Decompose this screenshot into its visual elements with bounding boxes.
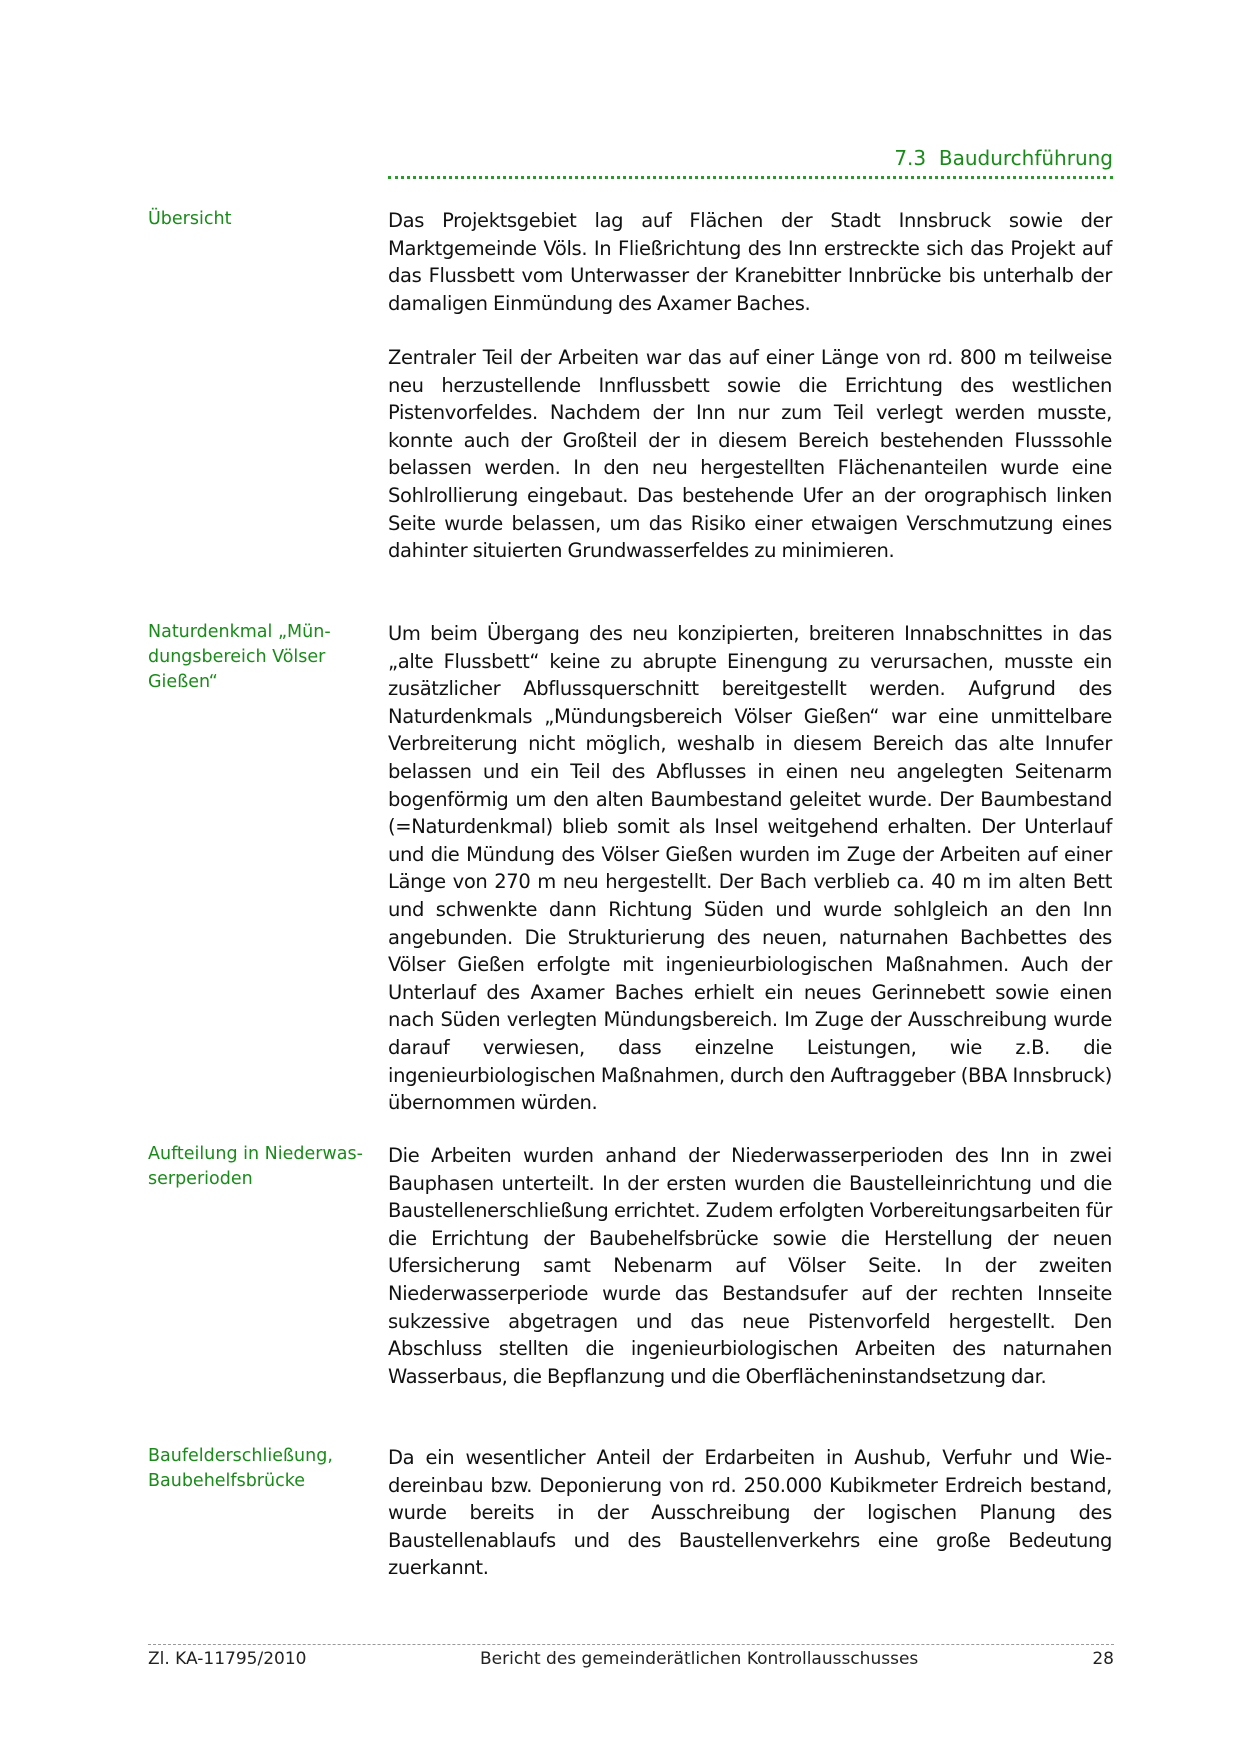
margin-label-aufteilung: Aufteilung in Niederwasserperioden xyxy=(148,1144,363,1189)
page-footer xyxy=(148,1644,1114,1673)
paragraph-naturdenkmal: Um beim Übergang des neu konzipierten, breiteren Innabschnittes in das „alte Flussbett“ keine zu abrupte Einengung zu verursachen, musste ein zusätzlicher Abflussquerschnitt bereitgestellt werden. Aufgrund des Naturdenkmals „Mündungsbereich Völser Gießen“ war eine unmittelbare Verbreiterung nicht möglich, weshalb in diesem Bereich das alte Innufer belassen und ein Teil des Abflusses in einen neu angelegten Seitenarm bogenförmig um den alten Baumbestand geleitet wurde. Der Baumbestand (=Naturdenkmal) blieb somit als Insel weitgehend erhalten. Der Unterlauf und die Mündung des Völser Gießen wurden im Zuge der Arbeiten auf einer Länge von 270 m neu hergestellt. Der Bach verblieb ca. 40 m im alten Bett und schwenkte dann Richtung Süden und wurde sohlgleich an den Inn angebunden. Die Strukturierung des neuen, naturnahen Bachbettes des Völser Gießen erfolgte mit ingenieurbiologischen Maßnahmen. Auch der Unterlauf des Axamer Baches erhielt ein neues Gerinnebett sowie einen nach Süden verlegten Mündungsbereich. Im Zuge der Ausschreibung wurde darauf verwiesen, dass einzelne Leistungen, wie z.B. die ingenieurbiologischen Maßnahmen, durch den Auftraggeber (BBA Innsbruck) übernommen würden. xyxy=(388,622,1112,1115)
header-dotted-rule xyxy=(388,176,1113,179)
margin-label-naturdenkmal: Naturdenkmal „Mündungsbereich Völser Gießen“ xyxy=(148,622,331,692)
footer-report-title: Bericht des gemeinderätlichen Kontrollausschusses xyxy=(480,1649,919,1669)
footer-dashed-rule xyxy=(148,1644,1114,1645)
section-heading: 7.3 Baudurchführung xyxy=(894,146,1113,170)
paragraph-aufteilung: Die Arbeiten wurden anhand der Niederwasserperioden des Inn in zwei Bauphasen unterteilt. In der ersten wurden die Baustelleinrichtung und die Baustellenerschließung errichtet. Zudem erfolgten Vorbereitungsarbeiten für die Errichtung der Baubehelfsbrücke sowie die Herstellung der neuen Ufersicherung samt Nebenarm auf Völser Seite. In der zweiten Niederwasserperiode wurde das Bestandsufer auf der rechten Innseite sukzessive abgetragen und das neue Pistenvorfeld hergestellt. Den Abschluss stellten die ingenieurbiologischen Arbeiten des naturnahen Wasserbaus, die Bepflanzung und die Oberflächeninstandsetzung dar. xyxy=(388,1144,1112,1388)
footer-reference: Zl. KA-11795/2010 xyxy=(148,1649,307,1669)
paragraph-baufelderschliessung: Da ein wesentlicher Anteil der Erdarbeiten in Aushub, Verfuhr und Wiedereinbau bzw. Deponierung von rd. 250.000 Kubikmeter Erdreich bestand, wurde bereits in der Ausschreibung der logischen Planung des Baustellenablaufs und des Baustellenverkehrs eine große Bedeutung zuerkannt. xyxy=(388,1446,1112,1580)
paragraph-uebersicht-2: Zentraler Teil der Arbeiten war das auf einer Länge von rd. 800 m teilweise neu herzustellende Innflussbett sowie die Errichtung des westlichen Pistenvorfeldes. Nachdem der Inn nur zum Teil verlegt werden musste, konnte auch der Großteil der in diesem Bereich bestehenden Flusssohle belassen werden. In den neu hergestellten Flächenanteilen wurde eine Sohlrollierung eingebaut. Das bestehende Ufer an der orographisch linken Seite wurde belassen, um das Risiko einer etwaigen Verschmutzung eines dahinter situierten Grundwasserfeldes zu minimieren. xyxy=(388,346,1112,563)
margin-label-baufelderschliessung: Baufelderschließung, Baubehelfsbrücke xyxy=(148,1446,333,1491)
paragraph-uebersicht-1: Das Projektsgebiet lag auf Flächen der Stadt Innsbruck sowie der Marktgemeinde Völs. In Fließrichtung des Inn erstreckte sich das Projekt auf das Flussbett vom Unterwasser der Kranebitter Innbrücke bis unterhalb der damaligen Einmündung des Axamer Baches. xyxy=(388,209,1112,315)
page-header xyxy=(388,146,1113,180)
margin-label-uebersicht: Übersicht xyxy=(148,209,232,229)
page-number: 28 xyxy=(1092,1649,1114,1669)
